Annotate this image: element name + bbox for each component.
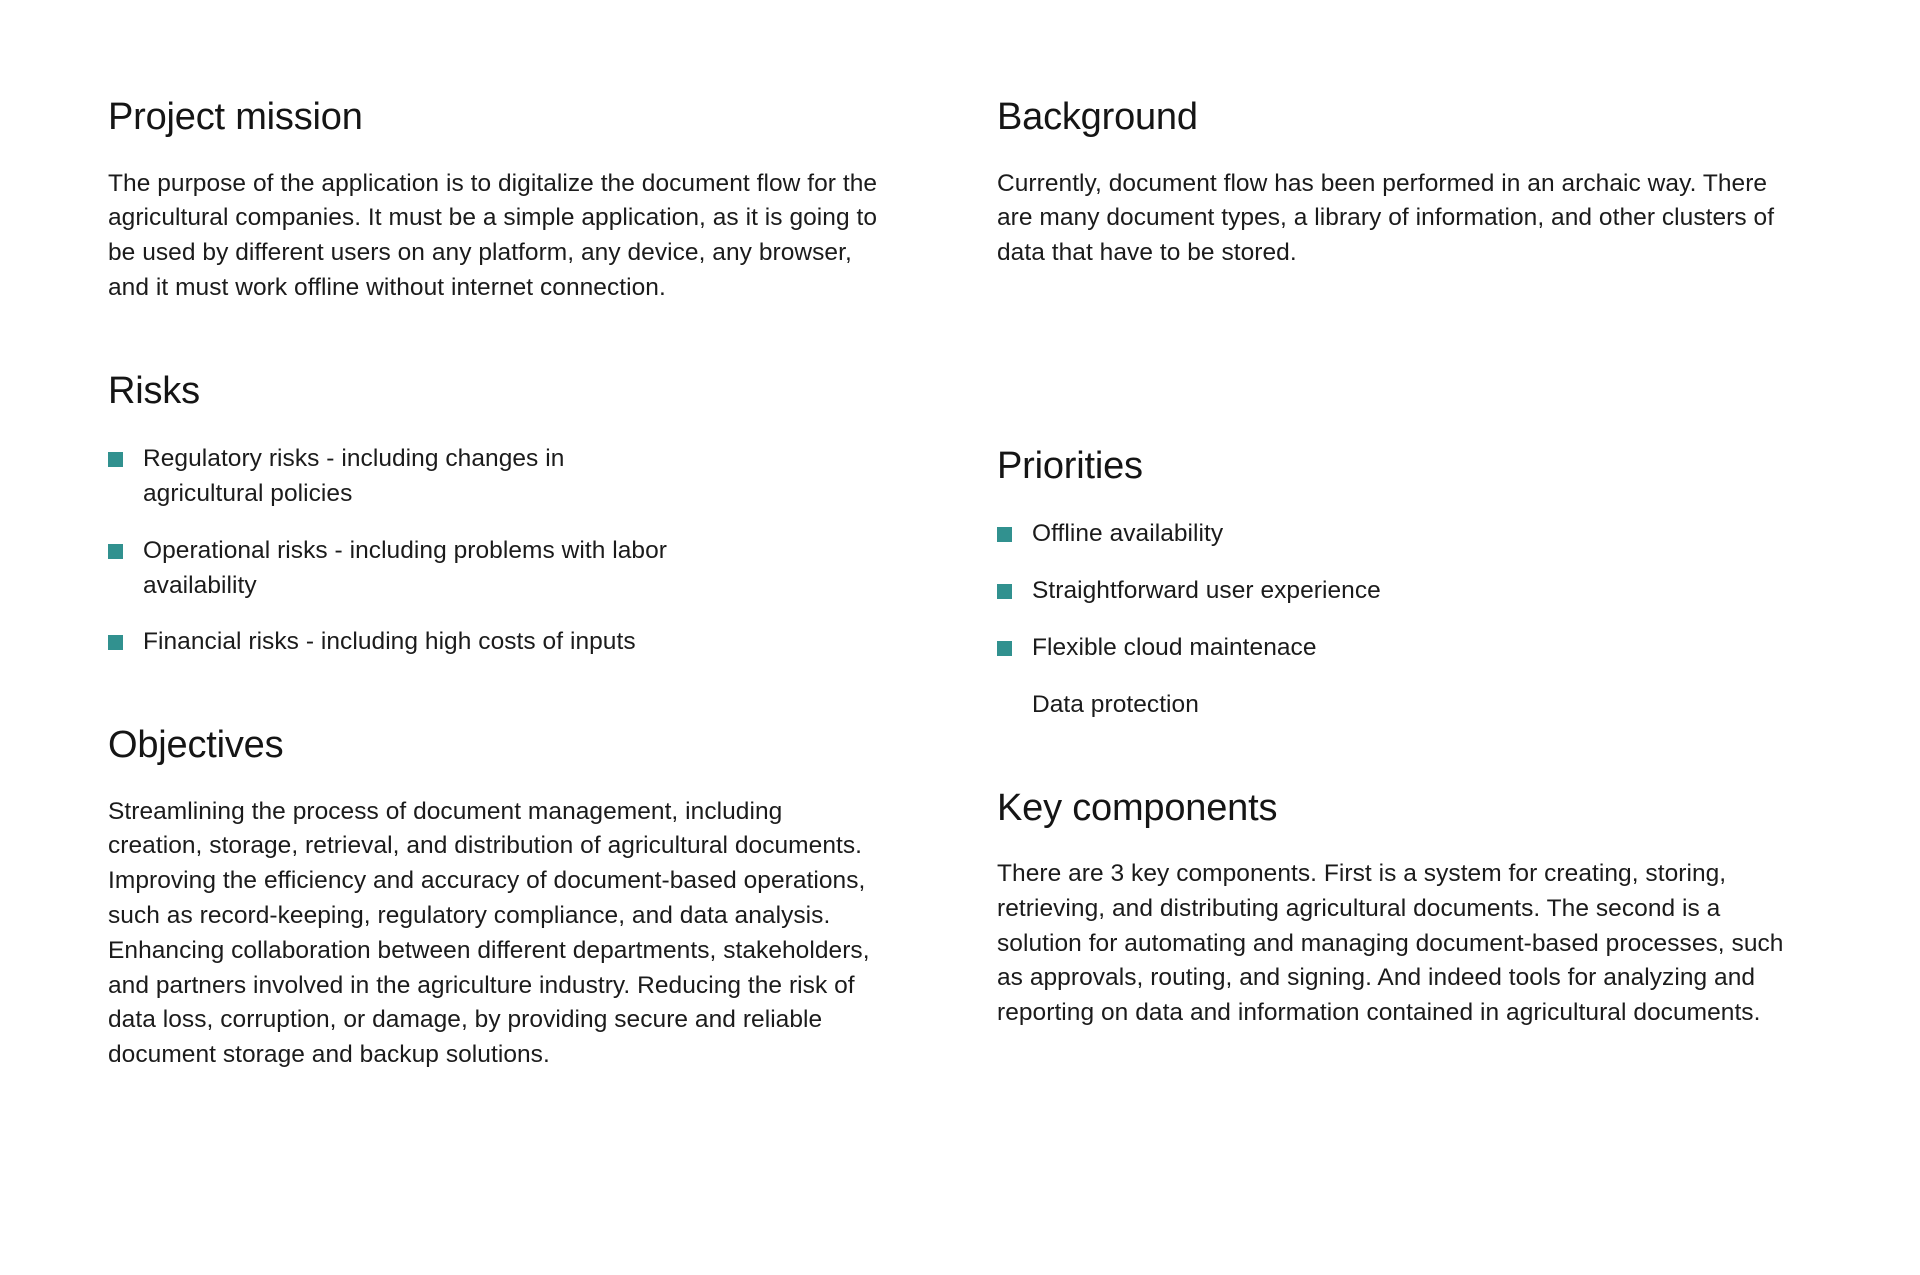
section-heading-key-components: Key components [997,786,1278,829]
section-project-mission [108,96,997,306]
list-item [997,517,1886,552]
section-heading-risks: Risks [108,369,200,412]
list-item-label: Data protection [1032,690,1199,718]
list-item-label: Straightforward user experience [1032,577,1381,605]
right-column-spacer [997,271,1886,381]
section-body-objectives: Streamlining the process of document management, including creation, storage, retrieval, and distribution of agricultural documents. Improving the efficiency and accuracy of document-based operations, such as record-keeping, regulatory compliance, and data analysis. Enhancing collaboration between different departments, stakeholders, and partners involved in the agriculture industry. Reducing the risk of data loss, corruption, or damage, by providing secure and reliable document storage and backup solutions. [108,797,870,1069]
right-column [997,96,1886,1031]
two-column-layout [108,96,1812,1073]
list-item [997,574,1886,609]
square-bullet-icon [108,544,123,559]
list-item-label: Flexible cloud maintenace [1032,634,1317,661]
priorities-list [997,517,1886,722]
section-heading-background: Background [997,96,1198,138]
square-bullet-icon [108,635,123,650]
square-bullet-icon [997,527,1012,542]
section-objectives [108,724,997,1073]
square-bullet-icon-absent [997,698,1012,713]
section-body-key-components: There are 3 key components. First is a system for creating, storing, retrieving, and distributing agricultural documents. The second is a solution for automating and managing document-based processes, such as approvals, routing, and signing. And indeed tools for analyzing and reporting on data and information contained in agricultural documents. [997,860,1784,1027]
list-item-label: Operational risks - including problems with labor availability [143,536,667,599]
section-body-project-mission: The purpose of the application is to digitalize the document flow for the agricultural companies. It must be a simple application, as it is going to be used by different users on any platform, any device, any browser, and it must work offline without internet connection. [108,169,878,301]
section-heading-project-mission: Project mission [108,96,363,138]
left-column [108,96,997,1073]
section-heading-priorities: Priorities [997,444,1143,487]
list-item-label: Financial risks - including high costs of inputs [143,628,636,656]
list-item [997,631,1886,666]
list-item [997,688,1886,723]
section-risks [108,370,997,660]
section-heading-objectives: Objectives [108,724,284,767]
square-bullet-icon [108,452,123,467]
section-background [997,96,1886,271]
section-key-components [997,787,1886,1031]
square-bullet-icon [997,641,1012,656]
section-priorities [997,445,1886,723]
list-item-label: Offline availability [1032,520,1224,548]
list-item [108,442,997,512]
section-body-background: Currently, document flow has been performed in an archaic way. There are many document types, a library of information, and other clusters of data that have to be stored. [997,169,1775,267]
list-item-label: Regulatory risks - including changes in agricultural policies [143,445,565,507]
risks-list [108,442,997,660]
square-bullet-icon [997,584,1012,599]
list-item [108,534,997,604]
list-item [108,625,997,660]
